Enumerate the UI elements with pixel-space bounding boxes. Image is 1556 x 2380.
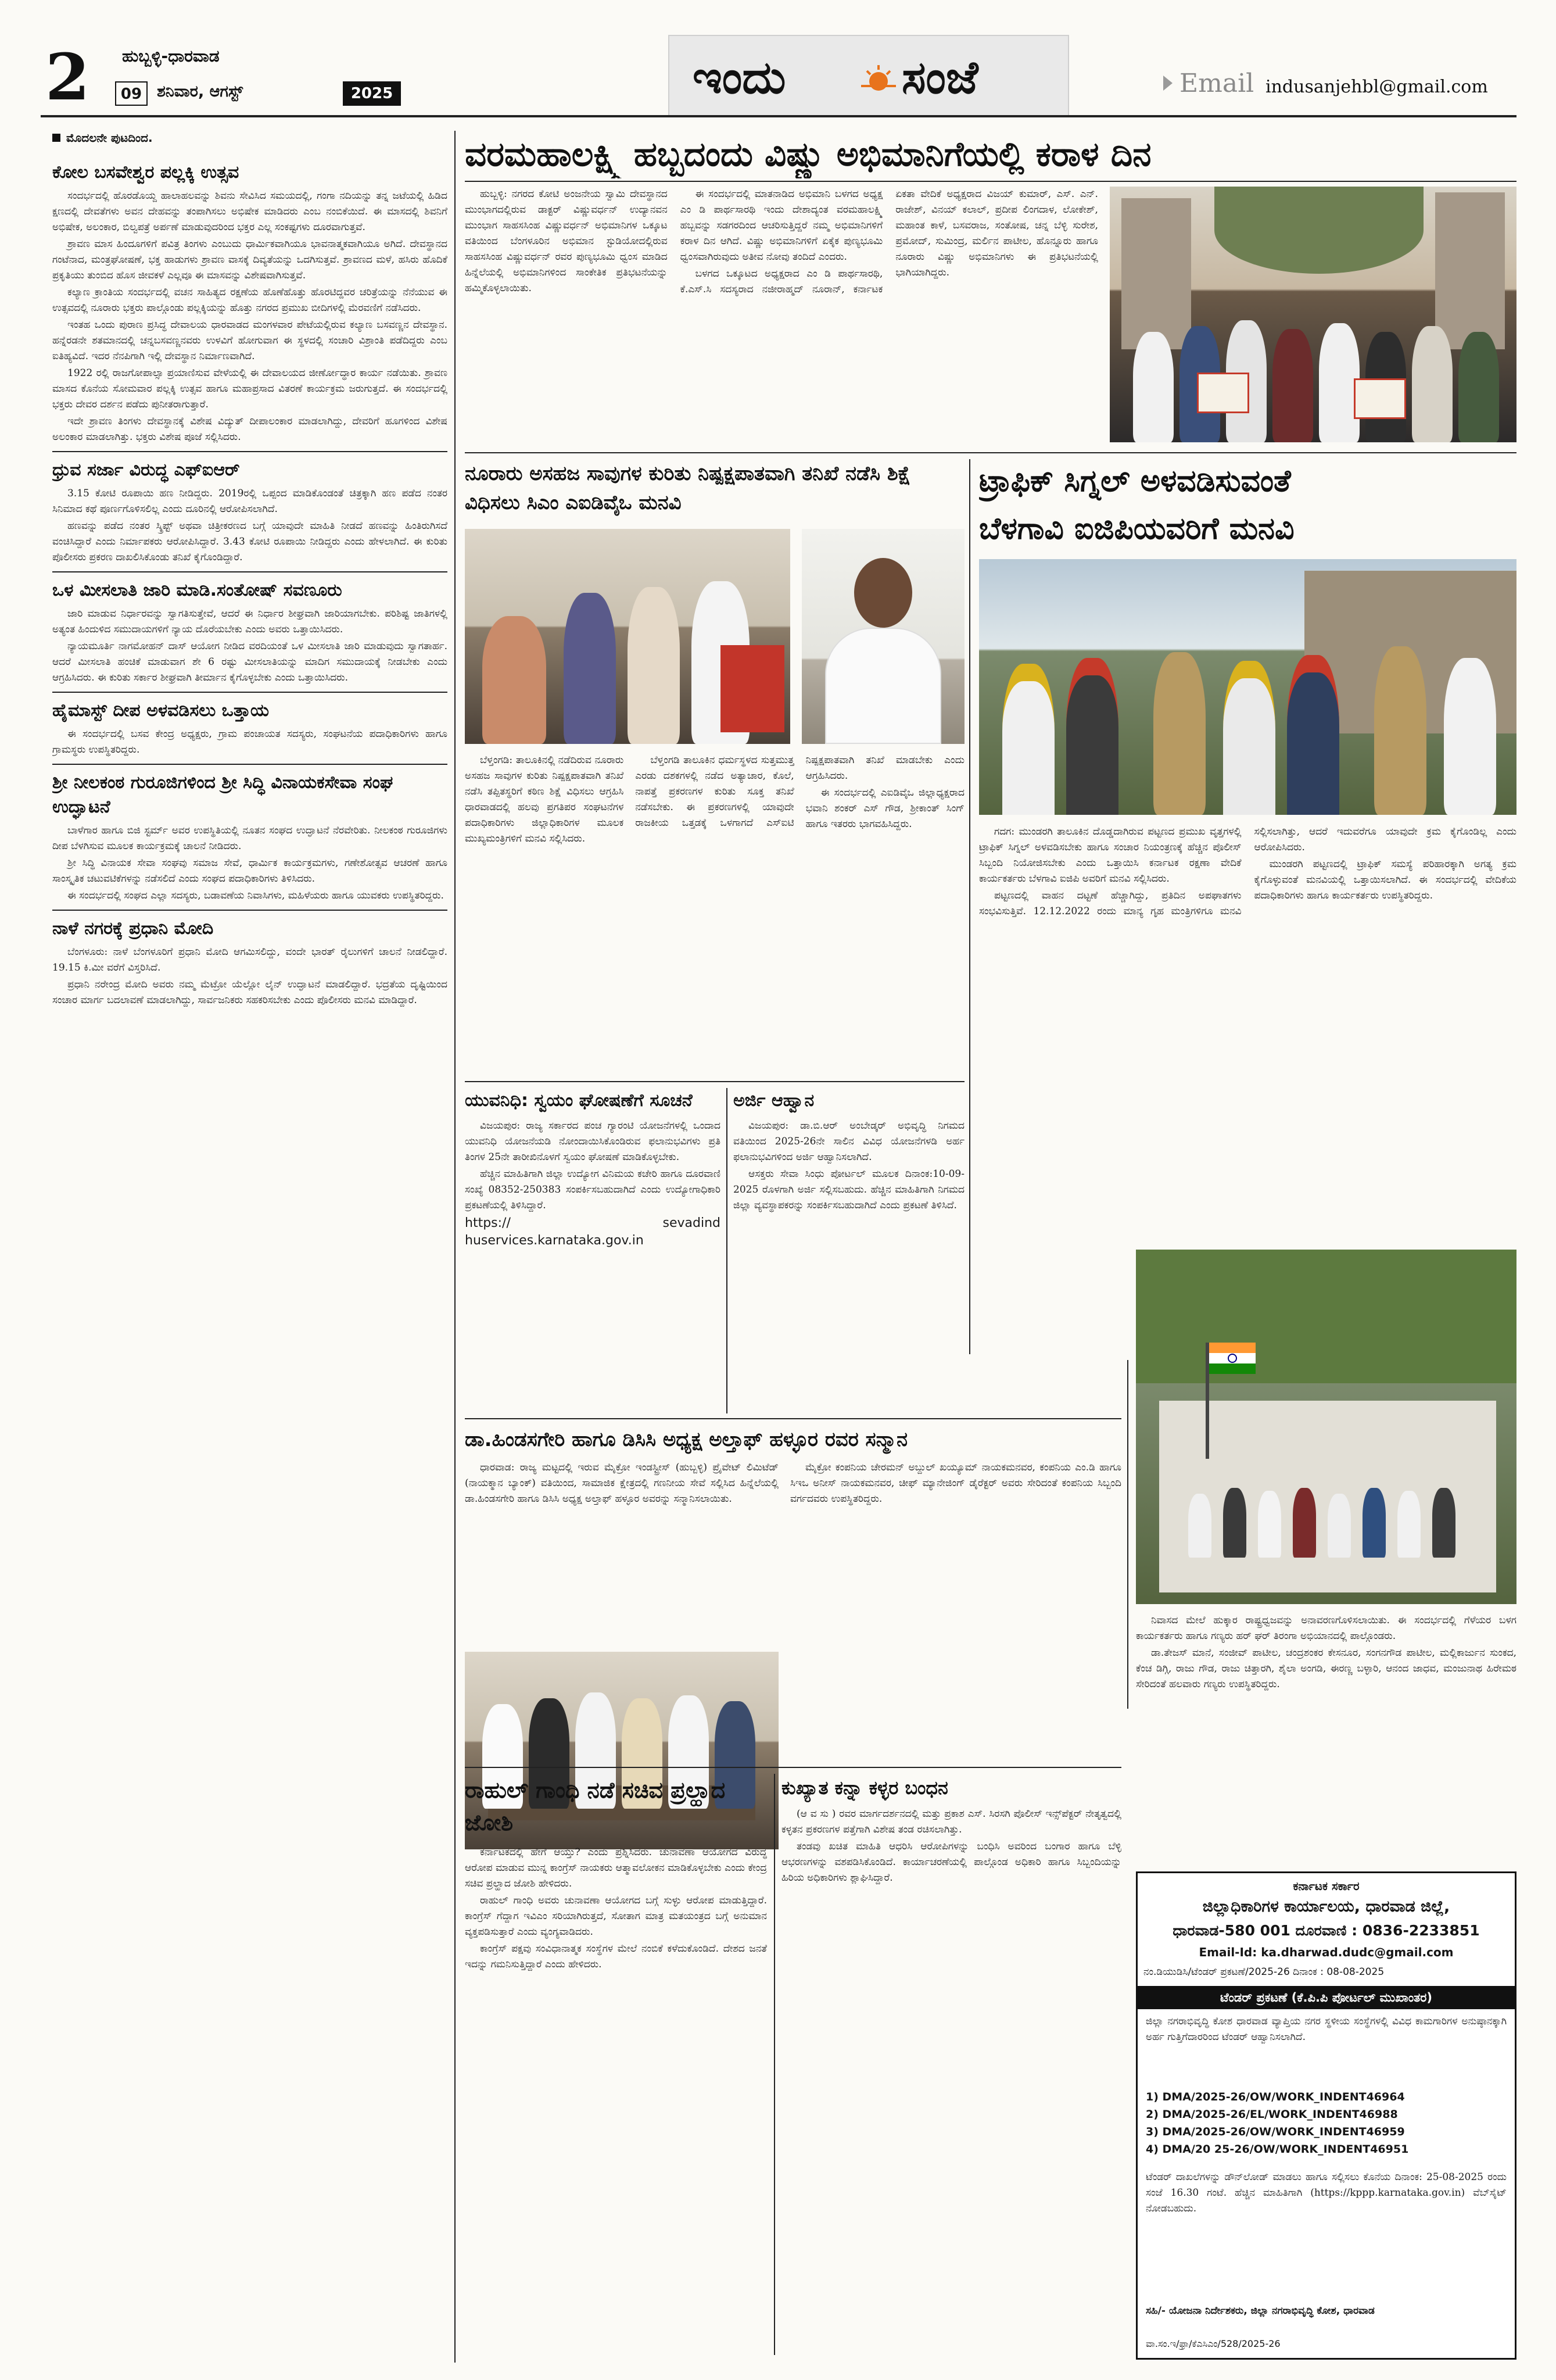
column-rule — [774, 1774, 775, 2355]
person-figure — [1397, 1491, 1421, 1558]
paragraph: ಇಂತಹ ಒಂದು ಪುರಾಣ ಪ್ರಸಿದ್ಧ ದೇವಾಲಯ ಧಾರವಾಡದ ಮಂಗಳವಾರ ಪೇಟೆಯಲ್ಲಿರುವ ಕಲ್ಯಾಣ ಬಸವಣ್ಣನ ದೇವಸ್ಥಾನ. ಹನ್ನೆರಡನೇ ಶತಮಾನದಲ್ಲಿ ಚನ್ನಬಸವಣ್ಣನವರು ಉಳವಿಗೆ ಹೋಗುವಾಗ ಈ ಸ್ಥಳದಲ್ಲಿ ಸಂಚಾರಿ ವಿಶ್ರಾಂತಿ ಪಡೆದಿದ್ದರು ಎಂಬ ಐತಿಹ್ಯವಿದೆ. ಇದರ ನೆನಪಿಗಾಗಿ ಇಲ್ಲಿ ದೇವಸ್ಥಾನ ನಿರ್ಮಾಣವಾಗಿದೆ. — [52, 319, 447, 362]
masthead — [0, 0, 1556, 122]
article-headline: ಧ್ರುವ ಸರ್ಜಾ ವಿರುದ್ಧ ಎಫ್‌ಐಆರ್ — [52, 460, 240, 480]
paragraph: ಹೆಚ್ಚಿನ ಮಾಹಿತಿಗಾಗಿ ಜಿಲ್ಲಾ ಉದ್ಯೋಗ ವಿನಿಮಯ ಕಚೇರಿ ಹಾಗೂ ದೂರವಾಣಿ ಸಂಖ್ಯೆ 08352-250383 ಸಂಪರ್ಕಿಸಬಹುದಾಗಿದೆ ಎಂದು ಉದ್ಯೋಗಾಧಿಕಾರಿ ಪ್ರಕಟಣೆಯಲ್ಲಿ ತಿಳಿಸಿದ್ದಾರೆ. — [465, 1168, 720, 1211]
story-headline-line2: ಬೆಳಗಾವಿ ಐಜಿಪಿಯವರಿಗೆ ಮನವಿ — [979, 511, 1295, 546]
tender-reference: ನಂ.ಡಿಯುಡಿಸಿ/ಟೆಂಡರ್ ಪ್ರಕಟಣೆ/2025-26 ದಿನಾಂಕ : 08-08-2025 — [1143, 1966, 1385, 1978]
tender-indent-item: 4) DMA/20 25-26/OW/WORK_INDENT46951 — [1146, 2143, 1409, 2156]
logo-right-text: ಸಂಜೆ — [902, 52, 978, 104]
activist-figure — [1444, 658, 1496, 815]
activist-figure — [1223, 661, 1275, 815]
protester-figure — [1458, 332, 1499, 442]
column-rule — [1127, 1360, 1128, 1709]
paragraph: ಪ್ರಧಾನಿ ನರೇಂದ್ರ ಮೋದಿ ಅವರು ನಮ್ಮ ಮೆಟ್ರೋ ಯೆಲ್ಲೋ ಲೈನ್ ಉದ್ಘಾಟನೆ ಮಾಡಲಿದ್ದಾರೆ. ಭದ್ರತೆಯ ದೃಷ್ಟಿಯಿಂದ ಸಂಚಾರ ಮಾರ್ಗ ಬದಲಾವಣೆ ಮಾಡಲಾಗಿದ್ದು, ಸಾರ್ವಜನಿಕರು ಸಹಕರಿಸಬೇಕು ಎಂದು ಪೊಲೀಸರು ಮನವಿ ಮಾಡಿದ್ದಾರೆ. — [52, 979, 447, 1006]
article-headline: ಒಳ ಮೀಸಲಾತಿ ಜಾರಿ ಮಾಡಿ.ಸಂತೋಷ್ ಸವಣೂರು — [52, 580, 342, 600]
temple-gate — [1121, 198, 1191, 349]
protest-photo — [1110, 187, 1516, 442]
tender-title-small: ಕರ್ನಾಟಕ ಸರ್ಕಾರ — [1293, 1879, 1360, 1893]
story-rahul — [465, 1774, 767, 2355]
tender-footer-ref: ವಾ.ಸಂ.ಇ/ಫ್ರಾ/ಕೆಎಸಿಎಂ/528/2025-26 — [1146, 2338, 1281, 2349]
article-body — [52, 944, 447, 1008]
poster — [1354, 378, 1406, 419]
tender-indent-item: 3) DMA/2025-26/OW/WORK_INDENT46959 — [1146, 2125, 1405, 2138]
paragraph: ಬಳಗದ ಒಕ್ಕೂಟದ ಅಧ್ಯಕ್ಷರಾದ ಎಂ ಡಿ ಪಾರ್ಥಸಾರಥಿ, ಕೆ.ಎಸ್.ಸಿ ಸದಸ್ಯರಾದ ನಜೀರಾಹ್ಮದ್ ನೂರಾನ್, ಕರ್ನಾಟಕ ಏಕತಾ ವೇದಿಕೆ ಅಧ್ಯಕ್ಷರಾದ ವಿಜಯ್ ಕುಮಾರ್, ಎಸ್. ಎನ್. ರಾಜೇಶ್, ವಿನಯ್ ಕಲಾಲ್, ಪ್ರದೀಪ ಲಿಂಗದಾಳ, ಲೋಕೇಶ್, ಮಹಾಂತ ಕಾಳೆ, ಬಸವರಾಜ, ಸಂತೋಷ, ಚನ್ನ ಬೆಳ್ಳಿ ಸುರೇಶ, ಪ್ರಮೋದ್, ಸುಮಿಂದ್ರ, ಮರ್ಲಿನ ಪಾಟೀಲ, ಹೊನ್ನೂರು ಹಾಗೂ ನೂರಾರು ವಿಷ್ಣು ಅಭಿಮಾನಿಗಳು ಈ ಪ್ರತಿಭಟನೆಯಲ್ಲಿ ಭಾಗಿಯಾಗಿದ್ದರು. — [680, 188, 1098, 295]
masthead-logo — [668, 35, 1069, 116]
paragraph: ಈ ಸಂದರ್ಭದಲ್ಲಿ ಬಸವ ಕೇಂದ್ರ ಅಧ್ಯಕ್ಷರು, ಗ್ರಾಮ ಪಂಚಾಯತ ಸದಸ್ಯರು, ಸಂಘಟನೆಯ ಪದಾಧಿಕಾರಿಗಳು ಹಾಗೂ ಗ್ರಾಮಸ್ಥರು ಉಪಸ್ಥಿತರಿದ್ದರು. — [52, 728, 447, 756]
portrait-photo — [802, 529, 965, 744]
tender-title-office: ಜಿಲ್ಲಾಧಿಕಾರಿಗಳ ಕಾರ್ಯಾಲಯ, ಧಾರವಾಡ ಜಿಲ್ಲೆ, — [1202, 1898, 1450, 1916]
tender-details: ಟೆಂಡರ್ ದಾಖಲೆಗಳನ್ನು ಡೌನ್‌ಲೋಡ್ ಮಾಡಲು ಹಾಗೂ ಸಲ್ಲಿಸಲು ಕೊನೆಯ ದಿನಾಂಕ: 25-08-2025 ರಂದು ಸಂಜೆ 16.30 ಗಂಟೆ. ಹೆಚ್ಚಿನ ಮಾಹಿತಿಗಾಗಿ (https://kppp.karnataka.gov.in) ವೆಬ್‌ಸೈಟ್ ನೋಡಬಹುದು. — [1146, 2171, 1507, 2214]
tender-signature: ಸಹಿ/- ಯೋಜನಾ ನಿರ್ದೇಶಕರು, ಜಿಲ್ಲಾ ನಗರಾಭಿವೃದ್ಧಿ ಕೋಶ, ಧಾರವಾಡ — [1146, 2305, 1375, 2317]
tender-title-address: ಧಾರವಾಡ-580 001 ದೂರವಾಣಿ : 0836-2233851 — [1173, 1922, 1480, 1939]
tender-intro: ಜಿಲ್ಲಾ ನಗರಾಭಿವೃದ್ಧಿ ಕೋಶ ಧಾರವಾಡ ವ್ಯಾಪ್ತಿಯ ನಗರ ಸ್ಥಳೀಯ ಸಂಸ್ಥೆಗಳಲ್ಲಿ ವಿವಿಧ ಕಾಮಗಾರಿಗಳ ಅನುಷ್ಠಾನಕ್ಕಾಗಿ ಅರ್ಹ ಗುತ್ತಿಗೆದಾರರಿಂದ ಟೆಂಡರ್ ಆಹ್ವಾನಿಸಲಾಗಿದೆ. — [1146, 2016, 1507, 2043]
story-headline: ಯುವನಿಧಿ: ಸ್ವಯಂ ಘೋಷಣೆಗೆ ಸೂಚನೆ — [465, 1090, 693, 1111]
paragraph: ನ್ಯಾಯಮೂರ್ತಿ ನಾಗಮೋಹನ್ ದಾಸ್ ಆಯೋಗ ನೀಡಿದ ವರದಿಯಂತೆ ಒಳ ಮೀಸಲಾತಿ ಜಾರಿ ಮಾಡುವುದು ಸ್ವಾಗತಾರ್ಹ. ಆದರೆ ಮೀಸಲಾತಿ ಹಂಚಿಕೆ ಮಾಡುವಾಗ ಶೇ 6 ರಷ್ಟು ಮೀಸಲಾತಿಯನ್ನು ಮಾದಿಗ ಸಮುದಾಯಕ್ಕೆ ನೀಡಬೇಕು ಎಂದು ಆಗ್ರಹಿಸಿದರು. ಈ ಕುರಿತು ಸರ್ಕಾರ ಶೀಘ್ರವಾಗಿ ತೀರ್ಮಾನ ಕೈಗೊಳ್ಳಬೇಕು ಎಂದು ಒತ್ತಾಯಿಸಿದರು. — [52, 640, 447, 683]
continued-note-text: ಮೊದಲನೇ ಪುಟದಿಂದ. — [66, 131, 153, 145]
story-link[interactable]: https:// sevadind huservices.karnataka.gov.in — [465, 1216, 720, 1248]
article-headline: ನಾಳೆ ನಗರಕ್ಕೆ ಪ್ರಧಾನಿ ಮೋದಿ — [52, 918, 214, 939]
article-body — [52, 486, 447, 566]
logo-left-text: ಇಂದು — [693, 52, 786, 104]
article-body — [52, 726, 447, 758]
masthead-rule — [41, 115, 1516, 117]
memorandum-photo — [465, 529, 790, 744]
paragraph: ಈ ಸಂದರ್ಭದಲ್ಲಿ ಸಂಘದ ಎಲ್ಲಾ ಸದಸ್ಯರು, ಬಡಾವಣೆಯ ನಿವಾಸಿಗಳು, ಮಹಿಳೆಯರು ಹಾಗೂ ಯುವಕರು ಉಪಸ್ಥಿತರಿದ್ದರು. — [67, 890, 444, 901]
story-body — [733, 1118, 965, 1214]
banner-sign — [720, 645, 784, 732]
protester-figure — [1412, 326, 1453, 442]
edition-city: ಹುಬ್ಬಳ್ಳಿ-ಧಾರವಾಡ — [122, 46, 220, 66]
article-kola-basaveshwara — [52, 160, 447, 445]
divider — [52, 571, 447, 572]
paragraph: ಬೆಂಗಳೂರು: ನಾಳೆ ಬೆಂಗಳೂರಿಗೆ ಪ್ರಧಾನಿ ಮೋದಿ ಆಗಮಿಸಲಿದ್ದು, ವಂದೇ ಭಾರತ್ ರೈಲುಗಳಿಗೆ ಚಾಲನೆ ನೀಡಲಿದ್ದಾರೆ. 19.15 ಕಿ.ಮೀ ವರೆಗೆ ವಿಸ್ತರಿಸಿದೆ. — [52, 946, 447, 974]
article-dhruva-sarja — [52, 458, 447, 566]
paragraph: ಮೈಕ್ರೋ ಕಂಪನಿಯ ಚೇರಮನ್ ಅಬ್ದುಲ್ ಖಯ್ಯೂಮ್ ನಾಯಕಮನವರ, ಕಂಪನಿಯ ಎಂ.ಡಿ ಹಾಗೂ ಸಿಇಒ ಅನೀಸ್ ನಾಯಕಮನವರ, ಚೀಫ್ ಮ್ಯಾನೇಜಿಂಗ್ ಡೈರೆಕ್ಟರ್ ಅವರು ಸೇರಿದಂತೆ ಕಂಪನಿಯ ಸಿಬ್ಬಂದಿ ವರ್ಗದವರು ಉಪಸ್ಥಿತರಿದ್ದರು. — [790, 1462, 1121, 1505]
paragraph: ವಿಜಯಪುರ: ಡಾ.ಬಿ.ಆರ್ ಅಂಬೇಡ್ಕರ್ ಅಭಿವೃದ್ಧಿ ನಿಗಮದ ವತಿಯಿಂದ 2025-26ನೇ ಸಾಲಿನ ವಿವಿಧ ಯೋಜನೆಗಳಡಿ ಅರ್ಹ ಫಲಾನುಭವಿಗಳಿಂದ ಅರ್ಜಿ ಆಹ್ವಾನಿಸಲಾಗಿದೆ. — [733, 1120, 965, 1163]
trees — [1136, 1250, 1516, 1383]
person-figure — [1328, 1494, 1351, 1558]
left-column — [52, 156, 447, 2358]
article-highmast — [52, 699, 447, 758]
divider — [465, 1418, 1121, 1419]
paragraph: ಹಣವನ್ನು ಪಡೆದ ನಂತರ ಸ್ಕ್ರಿಪ್ಟ್ ಅಥವಾ ಚಿತ್ರೀಕರಣದ ಬಗ್ಗೆ ಯಾವುದೇ ಮಾಹಿತಿ ನೀಡದೆ ಹಣವನ್ನು ಹಿಂತಿರುಗಿಸದೆ ವಂಚಿಸಿದ್ದಾರೆ ಎಂದು ನಿರ್ಮಾಪಕರು ಆರೋಪಿಸಿದ್ದಾರೆ. 3.43 ಕೋಟಿ ರೂಪಾಯಿ ನೀಡಿದ್ದರು ಎಂದು ಹೇಳಲಾಗಿದೆ. ಈ ಕುರಿತು ಪೊಲೀಸರು ಪ್ರಕರಣ ದಾಖಲಿಸಿಕೊಂಡು ತನಿಖೆ ಕೈಗೊಂಡಿದ್ದಾರೆ. — [52, 520, 447, 563]
continued-note — [52, 131, 430, 151]
lead-story — [465, 131, 1516, 448]
divider — [52, 692, 447, 693]
story-body-left — [465, 1460, 779, 1646]
person-figure — [1363, 1488, 1386, 1558]
story-body — [979, 824, 1516, 1225]
paragraph: ಜಾರಿ ಮಾಡುವ ನಿರ್ಧಾರವನ್ನು ಸ್ವಾಗತಿಸುತ್ತೇವೆ, ಆದರೆ ಈ ನಿರ್ಧಾರ ಶೀಘ್ರವಾಗಿ ಜಾರಿಯಾಗಬೇಕು. ಪರಿಶಿಷ್ಟ ಜಾತಿಗಳಲ್ಲಿ ಅತ್ಯಂತ ಹಿಂದುಳಿದ ಸಮುದಾಯಗಳಿಗೆ ನ್ಯಾಯ ದೊರೆಯಬೇಕು ಎಂದು ಅವರು ಒತ್ತಾಯಿಸಿದರು. — [52, 608, 447, 635]
protester-figure — [1272, 329, 1313, 442]
divider — [465, 452, 1516, 453]
police-meeting-photo — [979, 559, 1516, 815]
date-day: 09 — [115, 81, 148, 106]
story-kushtagi — [781, 1774, 1121, 2355]
paragraph: ತಂಡವು ಖಚಿತ ಮಾಹಿತಿ ಆಧರಿಸಿ ಆರೋಪಿಗಳನ್ನು ಬಂಧಿಸಿ ಅವರಿಂದ ಬಂಗಾರ ಹಾಗೂ ಬೆಳ್ಳಿ ಆಭರಣಗಳನ್ನು ವಶಪಡಿಸಿಕೊಂಡಿದೆ. ಕಾರ್ಯಾಚರಣೆಯಲ್ಲಿ ಪಾಲ್ಗೊಂಡ ಅಧಿಕಾರಿ ಹಾಗೂ ಸಿಬ್ಬಂದಿಯನ್ನು ಹಿರಿಯ ಅಧಿಕಾರಿಗಳು ಶ್ಲಾಘಿಸಿದ್ದಾರೆ. — [781, 1841, 1121, 1884]
national-flag-icon — [1209, 1343, 1256, 1374]
tender-banner: ಟೆಂಡರ್ ಪ್ರಕಟಣೆ (ಕೆ.ಪಿ.ಪಿ ಪೋರ್ಟಲ್ ಮುಖಾಂತರ) — [1138, 1986, 1515, 2009]
story-headline-line1: ಟ್ರಾಫಿಕ್ ಸಿಗ್ನಲ್ ಅಳವಡಿಸುವಂತೆ — [979, 464, 1291, 499]
article-body — [52, 188, 447, 445]
story-headline: ರಾಹುಲ್ ಗಾಂಧಿ ನಡೆ ಸಚಿವ ಪ್ರಲ್ಹಾದ ಜೋಶಿ — [465, 1777, 726, 1835]
paragraph: ಕರ್ನಾಟಕದಲ್ಲಿ ಹೇಗೆ ಆಯ್ತು? ಎಂದು ಪ್ರಶ್ನಿಸಿದರು. ಚುನಾವಣಾ ಆಯೋಗದ ವಿರುದ್ಧ ಆರೋಪ ಮಾಡುವ ಮುನ್ನ ಕಾಂಗ್ರೆಸ್ ನಾಯಕರು ಆತ್ಮಾವಲೋಕನ ಮಾಡಿಕೊಳ್ಳಬೇಕು ಎಂದು ಕೇಂದ್ರ ಸಚಿವ ಪ್ರಲ್ಹಾದ ಜೋಶಿ ಹೇಳಿದರು. — [465, 1846, 767, 1889]
divider — [52, 764, 447, 765]
paragraph: ಆಸಕ್ತರು ಸೇವಾ ಸಿಂಧು ಪೋರ್ಟಲ್ ಮೂಲಕ ದಿನಾಂಕ:10-09-2025 ರೊಳಗಾಗಿ ಅರ್ಜಿ ಸಲ್ಲಿಸಬಹುದು. ಹೆಚ್ಚಿನ ಮಾಹಿತಿಗಾಗಿ ನಿಗಮದ ಜಿಲ್ಲಾ ವ್ಯವಸ್ಥಾಪಕರನ್ನು ಸಂಪರ್ಕಿಸಬಹುದಾಗಿದೆ ಎಂದು ಪ್ರಕಟಣೆ ತಿಳಿಸಿದೆ. — [733, 1168, 965, 1211]
story-body — [1136, 1613, 1516, 1863]
police-figure — [1374, 646, 1426, 815]
face — [854, 558, 912, 628]
tree-canopy — [1214, 187, 1424, 274]
article-headline: ಹೈಮಾಸ್ಟ್ ದೀಪ ಅಳವಡಿಸಲು ಒತ್ತಾಯ — [52, 700, 270, 721]
column-rule — [454, 131, 456, 2363]
story-body — [465, 1118, 720, 1250]
activist-figure — [1066, 658, 1118, 815]
story-traffic — [979, 459, 1516, 1226]
activist-figure — [1287, 655, 1339, 815]
page-number: 2 — [45, 45, 90, 109]
paragraph: ವಿಜಯಪುರ: ರಾಜ್ಯ ಸರ್ಕಾರದ ಪಂಚ ಗ್ಯಾರಂಟಿ ಯೋಜನೆಗಳಲ್ಲಿ ಒಂದಾದ ಯುವನಿಧಿ ಯೋಜನೆಯಡಿ ನೋಂದಾಯಿಸಿಕೊಂಡಿರುವ ಫಲಾನುಭವಿಗಳು ಪ್ರತಿ ತಿಂಗಳ 25ನೇ ತಾರೀಖಿನೊಳಗೆ ಸ್ವಯಂ ಘೋಷಣೆ ಮಾಡಿಕೊಳ್ಳಬೇಕು. — [465, 1120, 720, 1163]
temple-gate — [1435, 192, 1505, 349]
paragraph: ಶ್ರಾವಣ ಮಾಸ ಹಿಂದೂಗಳಿಗೆ ಪವಿತ್ರ ತಿಂಗಳು ಎಂಬುದು ಧಾರ್ಮಿಕವಾಗಿಯೂ ಭಾವನಾತ್ಮಕವಾಗಿಯೂ ಅಗಿದೆ. ದೇವಸ್ಥಾನದ ಗಂಟೆನಾದ, ಮಂತ್ರಘೋಷಣೆ, ಭಕ್ತ ಹಾಡುಗಳು ಶ್ರಾವಣ ವಾಸಕ್ಕೆ ದಿವ್ಯತೆಯನ್ನು ಒದಗಿಸುತ್ತವೆ. ಶ್ರಾವಣದ ಮಳೆ, ಹಸಿರು ಹೊದಿಕೆ ಪ್ರಕೃತಿಯು ತುಂಬಿದ ಹೊಸ ಜೀವಕಳೆ ಎಲ್ಲವೂ ಈ ಮಾಸವನ್ನು ವಿಶೇಷವಾಗಿಸುತ್ತವೆ. — [52, 238, 447, 281]
email-address[interactable]: indusanjehbl@gmail.com — [1265, 77, 1488, 97]
story-headline: ಕುಖ್ಯಾತ ಕನ್ನಾ ಕಳ್ಳರ ಬಂಧನ — [781, 1777, 948, 1799]
person-figure — [564, 593, 616, 744]
story-headline: ಅರ್ಜಿ ಆಹ್ವಾನ — [733, 1090, 815, 1111]
paragraph: ಬೆಳ್ತಂಗಡಿ ತಾಲೂಕಿನ ಧರ್ಮಸ್ಥಳದ ಸುತ್ತಮುತ್ತ ಎರಡು ದಶಕಗಳಲ್ಲಿ ನಡೆದ ಅತ್ಯಾಚಾರ, ಕೊಲೆ, ನಾಪತ್ತೆ ಪ್ರಕರಣಗಳ ಕುರಿತು ಸೂಕ್ತ ತನಿಖೆ ನಡೆಸಬೇಕು. ಈ ಪ್ರಕರಣಗಳಲ್ಲಿ ಯಾವುದೇ ರಾಜಕೀಯ ಒತ್ತಡಕ್ಕೆ ಒಳಗಾಗದೆ ಎಸ್ಐಟಿ ನಿಷ್ಪಕ್ಷಪಾತವಾಗಿ ತನಿಖೆ ಮಾಡಬೇಕು ಎಂದು ಆಗ್ರಹಿಸಿದರು. — [635, 754, 965, 829]
article-ola-meesalati — [52, 578, 447, 686]
divider — [465, 1081, 965, 1082]
story-flag — [1136, 1250, 1516, 1866]
shirt — [825, 628, 941, 744]
person-figure — [1293, 1488, 1316, 1558]
story-body — [465, 1845, 767, 1973]
officer-figure — [482, 616, 546, 744]
paragraph: ಈ ಸಂದರ್ಭದಲ್ಲಿ ಮಾತನಾಡಿದ ಅಭಿಮಾನಿ ಬಳಗದ ಅಧ್ಯಕ್ಷ ಎಂ ಡಿ ಪಾರ್ಥಸಾರಥಿ ಇಂದು ದೇಶಾದ್ಯಂತ ವರಮಹಾಲಕ್ಷ್ಮಿ ಹಬ್ಬವನ್ನು ಸಡಗರದಿಂದ ಆಚರಿಸುತ್ತಿದ್ದರೆ ನಮ್ಮ ಅಭಿಮಾನಿಗಳಿಗೆ ಕರಾಳ ದಿನ ಆಗಿದೆ. ವಿಷ್ಣು ಅಭಿಮಾನಿಗಳಿಗೆ ಏಕೈಕ ಪುಣ್ಯಭೂಮಿ ಧ್ವಂಸವಾಗಿರುವುದು ಅತೀವ ನೋವು ತಂದಿದೆ ಎಂದರು. — [680, 188, 883, 263]
email-label: Email — [1179, 69, 1254, 98]
tender-notice — [1136, 1871, 1516, 2360]
tender-indent-list — [1146, 2088, 1507, 2164]
paragraph: ಬೆಳ್ತಂಗಡಿ: ತಾಲೂಕಿನಲ್ಲಿ ನಡೆದಿರುವ ನೂರಾರು ಅಸಹಜ ಸಾವುಗಳ ಕುರಿತು ನಿಷ್ಪಕ್ಷಪಾತವಾಗಿ ತನಿಖೆ ನಡೆಸಿ ತಪ್ಪಿತಸ್ಥರಿಗೆ ಕಠಿಣ ಶಿಕ್ಷೆ ವಿಧಿಸಲು ಆಗ್ರಹಿಸಿ ಧಾರವಾಡದಲ್ಲಿ ಹಲವು ಪ್ರಗತಿಪರ ಸಂಘಟನೆಗಳ ಪದಾಧಿಕಾರಿಗಳು ಜಿಲ್ಲಾಧಿಕಾರಿಗಳ ಮೂಲಕ ಮುಖ್ಯಮಂತ್ರಿಗಳಿಗೆ ಮನವಿ ಸಲ್ಲಿಸಿದರು. — [465, 754, 624, 844]
story-body — [781, 1806, 1121, 1886]
article-headline: ಕೋಲ ಬಸವೇಶ್ವರ ಪಲ್ಲಕ್ಕಿ ಉತ್ಸವ — [52, 162, 239, 182]
divider — [52, 451, 447, 452]
person-figure — [1258, 1491, 1281, 1558]
paragraph: ರಾಹುಲ್ ಗಾಂಧಿ ಅವರು ಚುನಾವಣಾ ಆಯೋಗದ ಬಗ್ಗೆ ಸುಳ್ಳು ಆರೋಪ ಮಾಡುತ್ತಿದ್ದಾರೆ. ಕಾಂಗ್ರೆಸ್ ಗೆದ್ದಾಗ ಇವಿಎಂ ಸರಿಯಾಗಿರುತ್ತದೆ, ಸೋತಾಗ ಮಾತ್ರ ಮತಯಂತ್ರದ ಬಗ್ಗೆ ಅನುಮಾನ ವ್ಯಕ್ತಪಡಿಸುತ್ತಾರೆ ಎಂದು ವ್ಯಂಗ್ಯವಾಡಿದರು. — [465, 1895, 767, 1938]
tender-email: Email-Id: ka.dharwad.dudc@gmail.com — [1199, 1945, 1454, 1959]
story-yuvanidhi — [465, 1088, 720, 1419]
story-pil — [465, 459, 965, 1075]
person-figure — [1432, 1488, 1455, 1558]
divider — [465, 181, 1516, 182]
person-figure — [628, 587, 680, 744]
article-body — [52, 606, 447, 686]
article-body — [52, 823, 447, 904]
paragraph: ಸಂದರ್ಭದಲ್ಲಿ ಹೊರಡೊಯ್ದ ಹಾಲಾಹಲವನ್ನು ಶಿವನು ಸೇವಿಸಿದ ಸಮಯದಲ್ಲಿ, ಗಂಗಾ ನದಿಯನ್ನು ತನ್ನ ಜಟೆಯಲ್ಲಿ ಹಿಡಿದ ಕ್ಷಣದಲ್ಲಿ ದೇವತೆಗಳು ಅವನ ದೇಹವನ್ನು ತಂಪಾಗಿಸಲು ಅಭಿಷೇಕ ಮಾಡಿದರು ಎಂಬ ನಂಬಿಕೆಯಿದೆ. ಈ ಮಾಸದಲ್ಲಿ ಶಿವನಿಗೆ ಅಭಿಷೇಕ, ಅಲಂಕಾರ, ಬಿಲ್ವಪತ್ರೆ ಅರ್ಪಣೆ ಮಾಡುವುದರಿಂದ ಭಕ್ತರ ಎಲ್ಲ ಸಂಕಷ್ಟಗಳು ದೂರವಾಗುತ್ತವೆ. — [52, 190, 447, 233]
story-body — [465, 753, 965, 1072]
person-figure — [1223, 1488, 1246, 1558]
paragraph: (ಆ ವ ಸು ) ರವರ ಮಾರ್ಗದರ್ಶನದಲ್ಲಿ ಮತ್ತು ಪ್ರಕಾಶ ಎಸ್. ಸಿರಸಗಿ ಪೊಲೀಸ್ ಇನ್ಸ್‌ಪೆಕ್ಟರ್ ನೇತೃತ್ವದಲ್ಲಿ ಕಳ್ಳತನ ಪ್ರಕರಣಗಳ ಪತ್ತೆಗಾಗಿ ವಿಶೇಷ ತಂಡ ರಚಿಸಲಾಗಿತ್ತು. — [781, 1808, 1121, 1835]
year: 2025 — [343, 81, 401, 106]
paragraph: ಮುಂಡರಗಿ ಪಟ್ಟಣದಲ್ಲಿ ಟ್ರಾಫಿಕ್ ಸಮಸ್ಯೆ ಪರಿಹಾರಕ್ಕಾಗಿ ಅಗತ್ಯ ಕ್ರಮ ಕೈಗೊಳ್ಳುವಂತೆ ಮನವಿಯಲ್ಲಿ ಒತ್ತಾಯಿಸಲಾಗಿದೆ. ಈ ಸಂದರ್ಭದಲ್ಲಿ ವೇದಿಕೆಯ ಪದಾಧಿಕಾರಿಗಳು ಹಾಗೂ ಕಾರ್ಯಕರ್ತರು ಉಪಸ್ಥಿತರಿದ್ದರು. — [1254, 858, 1516, 901]
story-arji — [733, 1088, 965, 1419]
column-rule — [969, 459, 970, 1354]
story-headline: ನೂರಾರು ಅಸಹಜ ಸಾವುಗಳ ಕುರಿತು ನಿಷ್ಪಕ್ಷಪಾತವಾಗಿ ತನಿಖೆ ನಡೆಸಿ ಶಿಕ್ಷೆ ವಿಧಿಸಲು ಸಿಎಂ ಎಐಡಿವೈಒ ಮನವಿ — [465, 462, 911, 514]
paragraph: ಪಟ್ಟಣದಲ್ಲಿ ವಾಹನ ದಟ್ಟಣೆ ಹೆಚ್ಚಾಗಿದ್ದು, ಪ್ರತಿದಿನ ಅಪಘಾತಗಳು ಸಂಭವಿಸುತ್ತಿವೆ. 12.12.2022 ರಂದು ಮಾನ್ಯ ಗೃಹ ಮಂತ್ರಿಗಳಿಗೂ ಮನವಿ ಸಲ್ಲಿಸಲಾಗಿತ್ತು, ಆದರೆ ಇದುವರೆಗೂ ಯಾವುದೇ ಕ್ರಮ ಕೈಗೊಂಡಿಲ್ಲ ಎಂದು ಆರೋಪಿಸಿದರು. — [979, 826, 1516, 917]
person-figure — [1188, 1494, 1211, 1558]
article-modi-visit — [52, 917, 447, 1008]
paragraph: ಈ ಸಂದರ್ಭದಲ್ಲಿ ಎಐಡಿವೈಒ ಜಿಲ್ಲಾಧ್ಯಕ್ಷರಾದ ಭವಾನಿ ಶಂಕರ್ ಎಸ್ ಗೌಡ, ಶ್ರೀಕಾಂತ್ ಸಿಂಗ್ ಹಾಗೂ ಇತರರು ಭಾಗವಹಿಸಿದ್ದರು. — [805, 787, 965, 830]
story-headline: ಡಾ.ಹಿಂಡಸಗೇರಿ ಹಾಗೂ ಡಿಸಿಸಿ ಅಧ್ಯಕ್ಷ ಅಲ್ತಾಫ್ ಹಳ್ಳೂರ ರವರ ಸನ್ಮಾನ — [465, 1428, 908, 1451]
weekday: ಶನಿವಾರ, ಆಗಸ್ಟ್ — [157, 83, 243, 101]
paragraph: ಧಾರವಾಡ: ರಾಜ್ಯ ಮಟ್ಟದಲ್ಲಿ ಇರುವ ಮೈಕ್ರೋ ಇಂಡಸ್ಟ್ರೀಸ್ (ಹುಬ್ಬಳ್ಳಿ) ಪ್ರೈವೇಟ್ ಲಿಮಿಟೆಡ್ (ನಾಯಕ್ಮಾನ ಬ್ಯಾಂಕ್) ವತಿಯಿಂದ, ಸಾಮಾಜಿಕ ಕ್ಷೇತ್ರದಲ್ಲಿ ಗಣನೀಯ ಸೇವೆ ಸಲ್ಲಿಸಿದ ಹಿನ್ನೆಲೆಯಲ್ಲಿ ಡಾ.ಹಿಂಡಸಗೇರಿ ಹಾಗೂ ಡಿಸಿಸಿ ಅಧ್ಯಕ್ಷ ಅಲ್ತಾಫ್ ಹಳ್ಳೂರ ಅವರನ್ನು ಸನ್ಮಾನಿಸಲಾಯಿತು. — [465, 1462, 779, 1505]
paragraph: 1922 ರಲ್ಲಿ ರಾಜಗೋಪಾಲ್ಸಾ ಪ್ರಯಾಣಿಸುವ ವೇಳೆಯಲ್ಲಿ ಈ ದೇವಾಲಯದ ಜೀರ್ಣೋದ್ಧಾರ ಕಾರ್ಯ ನಡೆಯಿತು. ಶ್ರಾವಣ ಮಾಸದ ಕೊನೆಯ ಸೋಮವಾರ ಪಲ್ಲಕ್ಕಿ ಉತ್ಸವ ಹಾಗೂ ಮಹಾಪ್ರಸಾದ ವಿತರಣೆ ಕಾರ್ಯಕ್ರಮ ಜರುಗುತ್ತದೆ. ಈ ಸಂದರ್ಭದಲ್ಲಿ ಭಕ್ತರು ದೇವರ ದರ್ಶನ ಪಡೆದು ಪುನೀತರಾಗುತ್ತಾರೆ. — [52, 367, 447, 410]
activist-figure — [1002, 664, 1055, 815]
poster — [1197, 373, 1249, 413]
paragraph: ಕಾಂಗ್ರೆಸ್ ಪಕ್ಷವು ಸಂವಿಧಾನಾತ್ಮಕ ಸಂಸ್ಥೆಗಳ ಮೇಲೆ ನಂಬಿಕೆ ಕಳೆದುಕೊಂಡಿದೆ. ದೇಶದ ಜನತೆ ಇದನ್ನು ಗಮನಿಸುತ್ತಿದ್ದಾರೆ ಎಂದು ಹೇಳಿದರು. — [465, 1943, 767, 1970]
paragraph: ಗದಗ: ಮುಂಡರಗಿ ತಾಲೂಕಿನ ದೊಡ್ಡದಾಗಿರುವ ಪಟ್ಟಣದ ಪ್ರಮುಖ ವೃತ್ತಗಳಲ್ಲಿ ಟ್ರಾಫಿಕ್ ಸಿಗ್ನಲ್ ಅಳವಡಿಸಬೇಕು ಹಾಗೂ ಸಂಚಾರ ನಿಯಂತ್ರಣಕ್ಕೆ ಹೆಚ್ಚಿನ ಪೊಲೀಸ್ ಸಿಬ್ಬಂದಿ ನಿಯೋಜಿಸಬೇಕು ಎಂದು ಒತ್ತಾಯಿಸಿ ಕರ್ನಾಟಕ ರಕ್ಷಣಾ ವೇದಿಕೆ ಕಾರ್ಯಕರ್ತರು ಬೆಳಗಾವಿ ಐಜಿಪಿ ಅವರಿಗೆ ಮನವಿ ಸಲ್ಲಿಸಿದರು. — [979, 826, 1242, 885]
paragraph: ಇದೇ ಶ್ರಾವಣ ತಿಂಗಳು ದೇವಸ್ಥಾನಕ್ಕೆ ವಿಶೇಷ ವಿದ್ಯುತ್ ದೀಪಾಲಂಕಾರ ಮಾಡಲಾಗಿದ್ದು, ದೇವರಿಗೆ ಹೂಗಳಿಂದ ವಿಶೇಷ ಅಲಂಕಾರ ಮಾಡಲಾಗಿತ್ತು. ಭಕ್ತರು ವಿಶೇಷ ಪೂಜೆ ಸಲ್ಲಿಸಿದರು. — [52, 416, 447, 443]
article-headline: ಶ್ರೀ ನೀಲಕಂಠ ಗುರೂಜಿಗಳಿಂದ ಶ್ರೀ ಸಿದ್ಧಿ ವಿನಾಯಕಸೇವಾ ಸಂಘ ಉದ್ಘಾಟನೆ — [52, 772, 393, 817]
column-rule — [726, 1088, 727, 1413]
photo-caption: ನಿವಾಸದ ಮೇಲೆ ಹುಕ್ಕಾರ ರಾಷ್ಟ್ರಧ್ವಜವನ್ನು ಅನಾವರಣಗೊಳಿಸಲಾಯಿತು. ಈ ಸಂದರ್ಭದಲ್ಲಿ ಗೆಳೆಯರ ಬಳಗ ಕಾರ್ಯಕರ್ತರು ಹಾಗೂ ಗಣ್ಯರು ಹರ್ ಘರ್ ತಿರಂಗಾ ಅಭಿಯಾನದಲ್ಲಿ ಪಾಲ್ಗೊಂಡರು. — [1136, 1615, 1516, 1642]
paragraph: ಶ್ರೀ ಸಿದ್ಧಿ ವಿನಾಯಕ ಸೇವಾ ಸಂಘವು ಸಮಾಜ ಸೇವೆ, ಧಾರ್ಮಿಕ ಕಾರ್ಯಕ್ರಮಗಳು, ಗಣೇಶೋತ್ಸವ ಆಚರಣೆ ಹಾಗೂ ಸಾಂಸ್ಕೃತಿಕ ಚಟುವಟಿಕೆಗಳನ್ನು ನಡೆಸಲಿದೆ ಎಂದು ಸಂಘದ ಪದಾಧಿಕಾರಿಗಳು ತಿಳಿಸಿದರು. — [52, 857, 447, 885]
paragraph: 3.15 ಕೋಟಿ ರೂಪಾಯಿ ಹಣ ನೀಡಿದ್ದರು. 2019ರಲ್ಲಿ ಒಪ್ಪಂದ ಮಾಡಿಕೊಂಡಂತೆ ಚಿತ್ರಕ್ಕಾಗಿ ಹಣ ಪಡೆದ ನಂತರ ಸಿನಿಮಾದ ಕಥೆ ಪೂರ್ಣಗೊಳಿಸಲಿಲ್ಲ ಎಂದು ದೂರಿನಲ್ಲಿ ಆರೋಪಿಸಲಾಗಿದೆ. — [52, 488, 447, 515]
lead-headline: ವರಮಹಾಲಕ್ಷ್ಮಿ ಹಬ್ಬದಂದು ವಿಷ್ಣು ಅಭಿಮಾನಿಗೆಯಲ್ಲಿ ಕರಾಳ ದಿನ — [465, 134, 1152, 174]
tender-indent-item: 1) DMA/2025-26/OW/WORK_INDENT46964 — [1146, 2091, 1405, 2103]
paragraph: ಬಾಳೆಗಾರ ಹಾಗೂ ಬಿಜಿ ಸ್ಟರ್ಮ್ ಅವರ ಉಪಸ್ಥಿತಿಯಲ್ಲಿ ನೂತನ ಸಂಘದ ಉದ್ಘಾಟನೆ ನೆರವೇರಿತು. ನೀಲಕಂಠ ಗುರೂಜಿಗಳು ದೀಪ ಬೆಳಗಿಸುವ ಮೂಲಕ ಕಾರ್ಯಕ್ರಮಕ್ಕೆ ಚಾಲನೆ ನೀಡಿದರು. — [52, 825, 447, 852]
tender-indent-item: 2) DMA/2025-26/EL/WORK_INDENT46988 — [1146, 2108, 1398, 2121]
divider — [465, 1767, 1121, 1768]
divider — [52, 910, 447, 911]
bullet-square-icon — [52, 134, 60, 142]
lead-body — [465, 187, 1098, 442]
attendee-names: ಡಾ.ತೇಜಸ್ ಮಾನೆ, ಸಂಜೀವ್ ಪಾಟೀಲ, ಚಂದ್ರಶಂಕರ ಕೇಸನೂರ, ಸಂಗನಗೌಡ ಪಾಟೀಲ, ಮಲ್ಲಿಕಾರ್ಜುನ ಸುಂಕದ, ಕೆಂಚ ಡಿಗ್ಗಿ, ರಾಜು ಗೌಡ, ರಾಜು ಚಿತ್ತಾರಗಿ, ಶೈಲಾ ಅಂಗಡಿ, ಈರಣ್ಣ ಬಳ್ಳಾರಿ, ಆನಂದ ಜಾಧವ, ಮಂಜುನಾಥ ಹಿರೇಮಠ ಸೇರಿದಂತೆ ಹಲವಾರು ಗಣ್ಯರು ಉಪಸ್ಥಿತರಿದ್ದರು. — [1136, 1647, 1516, 1690]
article-vinayaka-sangha — [52, 771, 447, 904]
paragraph: ಹುಬ್ಬಳ್ಳಿ: ನಗರದ ಕೋಟಿ ಅಂಜನೇಯ ಸ್ವಾಮಿ ದೇವಸ್ಥಾನದ ಮುಂಭಾಗದಲ್ಲಿರುವ ಡಾಕ್ಟರ್ ವಿಷ್ಣುವರ್ಧನ್ ಉದ್ಯಾನವನ ಮುಂಭಾಗ ಸಾಹಸಸಿಂಹ ವಿಷ್ಣುವರ್ಧನ್ ಅಭಿಮಾನಿಗಳ ಒಕ್ಕೂಟ ವತಿಯಿಂದ ಬೆಂಗಳೂರಿನ ಅಭಿಮಾನ ಸ್ಟುಡಿಯೋದಲ್ಲಿರುವ ಸಾಹಸಸಿಂಹ ವಿಷ್ಣುವರ್ಧನ್ ರವರ ಪುಣ್ಯಭೂಮಿ ಧ್ವಂಸ ಮಾಡಿದ ಹಿನ್ನೆಲೆಯಲ್ಲಿ ಅಭಿಮಾನಿಗಳಿಂದ ಸಾಂಕೇತಿಕ ಪ್ರತಿಭಟನೆಯನ್ನು ಹಮ್ಮಿಕೊಳ್ಳಲಾಯಿತು. — [465, 188, 668, 294]
arrow-icon — [1162, 74, 1174, 92]
flag-hoisting-photo — [1136, 1250, 1516, 1604]
protester-figure — [1133, 332, 1174, 442]
sun-logo-icon — [861, 62, 896, 96]
paragraph: ಕಲ್ಯಾಣ ಕ್ರಾಂತಿಯ ಸಂದರ್ಭದಲ್ಲಿ ವಚನ ಸಾಹಿತ್ಯದ ರಕ್ಷಣೆಯ ಹೊಣೆಹೊತ್ತು ಹೊರಟಿದ್ದವರ ಚರಿತ್ರೆಯನ್ನು ನೆನೆಯುವ ಈ ಉತ್ಸವದಲ್ಲಿ ನೂರಾರು ಭಕ್ತರು ಪಾಲ್ಗೊಂಡು ಪಲ್ಲಕ್ಕಿಯನ್ನು ಹೊತ್ತು ನಗರದ ಪ್ರಮುಖ ಬೀದಿಗಳಲ್ಲಿ ಮೆರವಣಿಗೆ ನಡೆಸಿದರು. — [52, 287, 447, 314]
police-figure — [1153, 652, 1206, 815]
